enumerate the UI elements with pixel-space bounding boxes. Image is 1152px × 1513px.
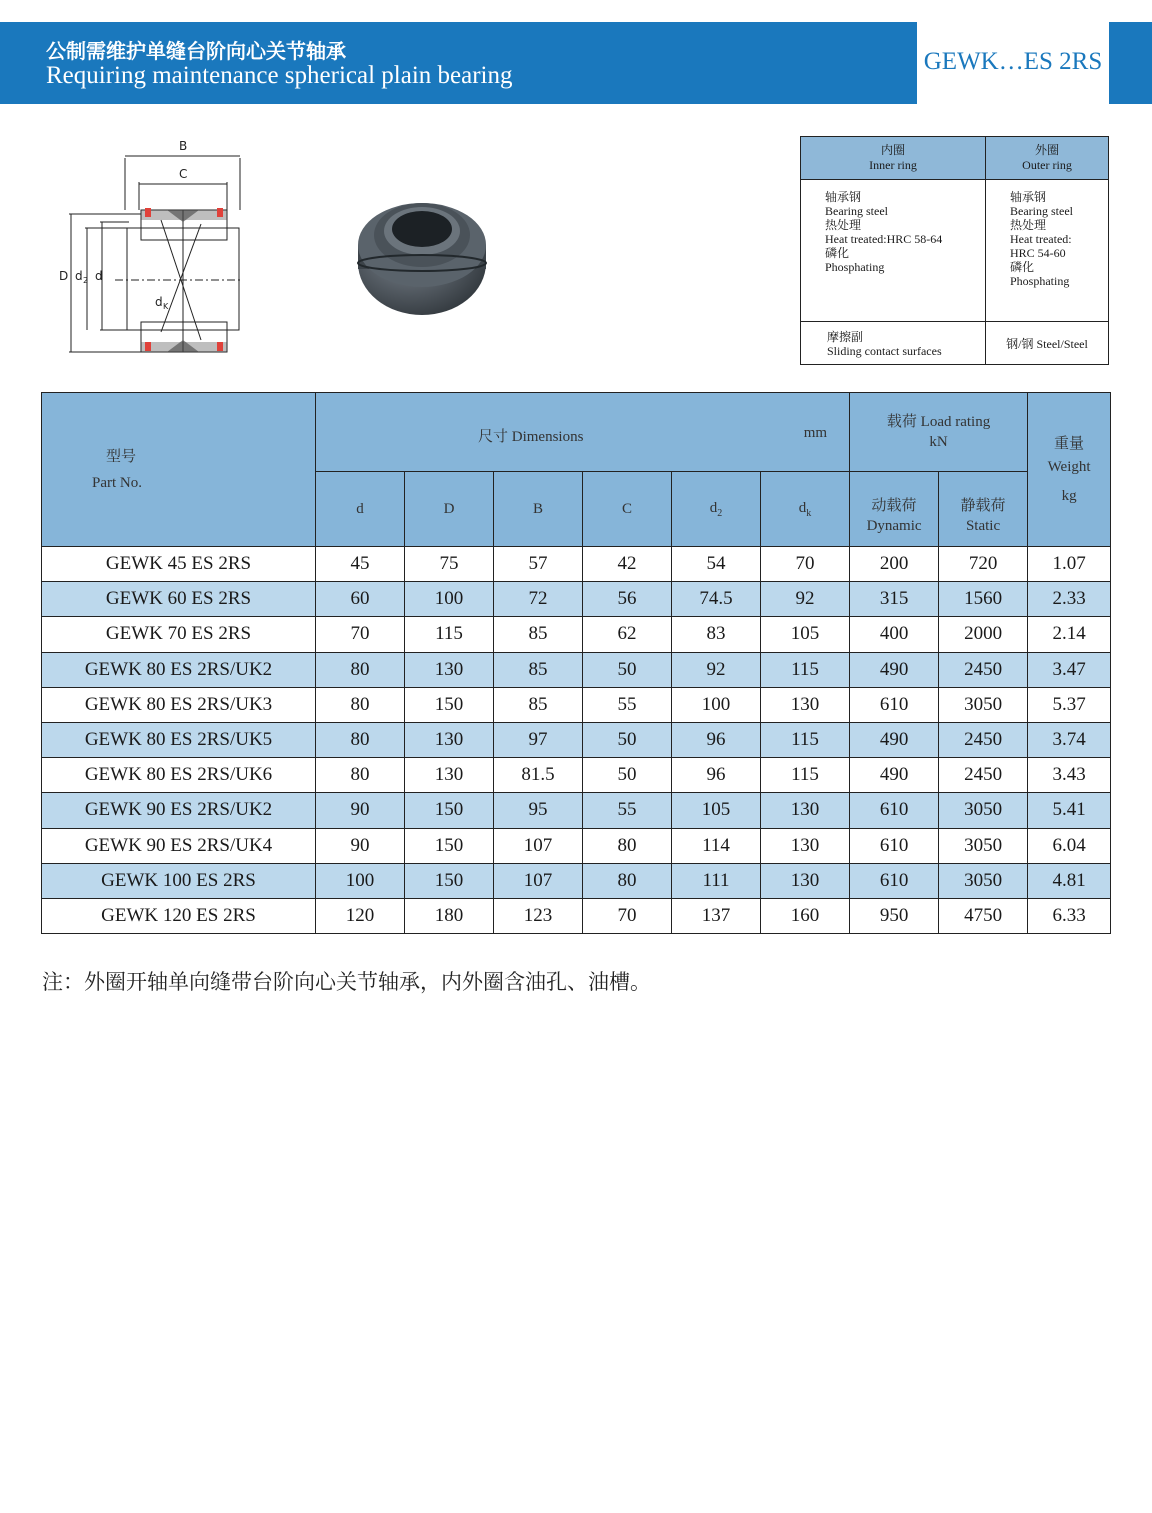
table-cell: 610 bbox=[850, 863, 939, 898]
table-cell: 115 bbox=[761, 652, 850, 687]
table-cell: 83 bbox=[672, 617, 761, 652]
spec-line: Phosphating bbox=[1010, 274, 1070, 288]
table-cell: 3050 bbox=[939, 687, 1028, 722]
table-cell: 1560 bbox=[939, 582, 1028, 617]
table-cell: 45 bbox=[316, 547, 405, 582]
table-cell: 55 bbox=[583, 793, 672, 828]
table-row bbox=[42, 898, 1111, 933]
sliding-surfaces-label bbox=[801, 322, 986, 365]
table-cell: 85 bbox=[494, 687, 583, 722]
table-row bbox=[42, 793, 1111, 828]
spec-line: 热处理 bbox=[1010, 218, 1047, 232]
table-cell: 115 bbox=[761, 722, 850, 757]
table-row bbox=[42, 722, 1111, 757]
table-cell: 2450 bbox=[939, 722, 1028, 757]
table-cell: 150 bbox=[405, 863, 494, 898]
table-cell: 3050 bbox=[939, 828, 1028, 863]
table-cell: 62 bbox=[583, 617, 672, 652]
table-cell: 80 bbox=[316, 722, 405, 757]
weight-en: Weight bbox=[1047, 458, 1091, 475]
outer-ring-zh: 外圈 bbox=[1034, 143, 1059, 157]
table-cell: 610 bbox=[850, 828, 939, 863]
table-cell: 80 bbox=[583, 828, 672, 863]
table-cell: 80 bbox=[316, 758, 405, 793]
materials-table bbox=[800, 136, 1109, 365]
spec-line: Phosphating bbox=[825, 260, 885, 274]
sliding-zh: 摩擦副 bbox=[827, 330, 864, 344]
col-d: d bbox=[316, 472, 405, 547]
dim-label-dk-sub: K bbox=[163, 302, 169, 311]
table-cell: 70 bbox=[583, 898, 672, 933]
dim-label-d2: d bbox=[75, 269, 83, 283]
col-dk-main: d bbox=[798, 499, 807, 516]
col-D: D bbox=[405, 472, 494, 547]
table-cell: 96 bbox=[672, 722, 761, 757]
table-cell: 105 bbox=[761, 617, 850, 652]
table-row bbox=[42, 547, 1111, 582]
dim-label-dk: d bbox=[155, 295, 163, 309]
table-row bbox=[42, 617, 1111, 652]
table-cell: 3.47 bbox=[1028, 652, 1111, 687]
table-cell: 85 bbox=[494, 617, 583, 652]
mm-unit: mm bbox=[803, 425, 828, 441]
table-cell: 130 bbox=[405, 652, 494, 687]
load-rating-header bbox=[850, 393, 1028, 472]
table-cell: 150 bbox=[405, 828, 494, 863]
table-cell: 105 bbox=[672, 793, 761, 828]
table-cell: 90 bbox=[316, 793, 405, 828]
table-cell: 950 bbox=[850, 898, 939, 933]
part-number-cell: GEWK 80 ES 2RS/UK3 bbox=[42, 687, 316, 722]
col-C: C bbox=[583, 472, 672, 547]
part-no-header bbox=[42, 393, 316, 547]
table-cell: 70 bbox=[316, 617, 405, 652]
table-row bbox=[42, 828, 1111, 863]
table-cell: 115 bbox=[405, 617, 494, 652]
part-number-cell: GEWK 45 ES 2RS bbox=[42, 547, 316, 582]
table-cell: 130 bbox=[761, 687, 850, 722]
part-number-cell: GEWK 100 ES 2RS bbox=[42, 863, 316, 898]
table-cell: 610 bbox=[850, 687, 939, 722]
part-number-cell: GEWK 90 ES 2RS/UK4 bbox=[42, 828, 316, 863]
table-cell: 3.74 bbox=[1028, 722, 1111, 757]
table-cell: 120 bbox=[316, 898, 405, 933]
spec-line: Heat treated: bbox=[1010, 232, 1072, 246]
kn-unit: kN bbox=[929, 434, 948, 450]
table-cell: 70 bbox=[761, 547, 850, 582]
table-cell: 4.81 bbox=[1028, 863, 1111, 898]
table-cell: 130 bbox=[761, 863, 850, 898]
spec-line: Bearing steel bbox=[1010, 204, 1073, 218]
weight-zh: 重量 bbox=[1054, 435, 1085, 452]
dynamic-zh: 动载荷 bbox=[871, 498, 917, 514]
table-cell: 74.5 bbox=[672, 582, 761, 617]
table-cell: 3050 bbox=[939, 793, 1028, 828]
col-d2 bbox=[672, 472, 761, 547]
table-cell: 107 bbox=[494, 863, 583, 898]
table-cell: 123 bbox=[494, 898, 583, 933]
spec-line: HRC 54-60 bbox=[1010, 246, 1066, 260]
table-cell: 55 bbox=[583, 687, 672, 722]
outer-ring-spec bbox=[986, 180, 1109, 322]
table-cell: 130 bbox=[761, 793, 850, 828]
table-cell: 2450 bbox=[939, 652, 1028, 687]
table-cell: 114 bbox=[672, 828, 761, 863]
title-en: Requiring maintenance spherical plain bearing bbox=[46, 62, 513, 89]
table-row bbox=[42, 582, 1111, 617]
table-cell: 490 bbox=[850, 758, 939, 793]
table-cell: 90 bbox=[316, 828, 405, 863]
dim-label-d2-sub: 2 bbox=[83, 276, 89, 285]
table-cell: 100 bbox=[405, 582, 494, 617]
part-number-cell: GEWK 120 ES 2RS bbox=[42, 898, 316, 933]
dimensions-label: 尺寸 Dimensions bbox=[478, 429, 584, 445]
spec-line: 磷化 bbox=[825, 246, 850, 260]
table-cell: 42 bbox=[583, 547, 672, 582]
table-cell: 75 bbox=[405, 547, 494, 582]
table-cell: 80 bbox=[316, 687, 405, 722]
col-B: B bbox=[494, 472, 583, 547]
spec-line: Bearing steel bbox=[825, 204, 888, 218]
table-cell: 100 bbox=[316, 863, 405, 898]
table-cell: 130 bbox=[405, 722, 494, 757]
part-number-cell: GEWK 80 ES 2RS/UK5 bbox=[42, 722, 316, 757]
table-cell: 50 bbox=[583, 652, 672, 687]
table-cell: 6.33 bbox=[1028, 898, 1111, 933]
dimensions-table bbox=[41, 392, 1111, 934]
table-row bbox=[42, 652, 1111, 687]
bearing-photo bbox=[352, 193, 492, 318]
table-cell: 6.04 bbox=[1028, 828, 1111, 863]
table-cell: 72 bbox=[494, 582, 583, 617]
table-cell: 400 bbox=[850, 617, 939, 652]
spec-line: 磷化 bbox=[1010, 260, 1035, 274]
part-number-cell: GEWK 70 ES 2RS bbox=[42, 617, 316, 652]
inner-ring-header bbox=[801, 137, 986, 180]
table-cell: 92 bbox=[761, 582, 850, 617]
table-cell: 4750 bbox=[939, 898, 1028, 933]
static-en: Static bbox=[965, 518, 1001, 534]
col-d2-sub: 2 bbox=[717, 507, 723, 519]
table-cell: 96 bbox=[672, 758, 761, 793]
static-zh: 静载荷 bbox=[960, 498, 1006, 514]
title-zh: 公制需维护单缝台阶向心关节轴承 bbox=[46, 39, 346, 63]
table-cell: 200 bbox=[850, 547, 939, 582]
table-cell: 315 bbox=[850, 582, 939, 617]
table-cell: 50 bbox=[583, 722, 672, 757]
table-row bbox=[42, 758, 1111, 793]
col-d2-main: d bbox=[709, 499, 718, 516]
table-cell: 57 bbox=[494, 547, 583, 582]
table-cell: 150 bbox=[405, 793, 494, 828]
bearing-section-drawing bbox=[55, 130, 255, 360]
table-cell: 85 bbox=[494, 652, 583, 687]
table-cell: 2.33 bbox=[1028, 582, 1111, 617]
col-dk bbox=[761, 472, 850, 547]
table-cell: 92 bbox=[672, 652, 761, 687]
table-cell: 95 bbox=[494, 793, 583, 828]
table-cell: 111 bbox=[672, 863, 761, 898]
part-number-cell: GEWK 80 ES 2RS/UK2 bbox=[42, 652, 316, 687]
sliding-en: Sliding contact surfaces bbox=[827, 344, 942, 358]
footnote: 注：外圈开轴单向缝带台阶向心关节轴承，内外圈含油孔、油槽。 bbox=[42, 970, 651, 994]
table-cell: 137 bbox=[672, 898, 761, 933]
table-cell: 97 bbox=[494, 722, 583, 757]
table-cell: 2000 bbox=[939, 617, 1028, 652]
table-cell: 180 bbox=[405, 898, 494, 933]
banner-end-block bbox=[1109, 22, 1152, 104]
table-cell: 3050 bbox=[939, 863, 1028, 898]
dim-label-B: B bbox=[179, 139, 188, 153]
table-cell: 3.43 bbox=[1028, 758, 1111, 793]
inner-ring-spec bbox=[801, 180, 986, 322]
dim-label-D: D bbox=[59, 269, 69, 283]
spec-line: 轴承钢 bbox=[825, 190, 862, 204]
table-cell: 80 bbox=[583, 863, 672, 898]
table-cell: 5.37 bbox=[1028, 687, 1111, 722]
sliding-surfaces-value: 钢/钢 Steel/Steel bbox=[986, 322, 1109, 365]
dim-label-d: d bbox=[95, 269, 103, 283]
inner-ring-zh: 内圈 bbox=[880, 143, 905, 157]
model-series: GEWK…ES 2RS bbox=[923, 48, 1103, 75]
table-cell: 50 bbox=[583, 758, 672, 793]
part-no-en: Part No. bbox=[92, 474, 142, 491]
kg-unit: kg bbox=[1061, 487, 1077, 504]
table-cell: 490 bbox=[850, 652, 939, 687]
col-dynamic bbox=[850, 472, 939, 547]
table-cell: 56 bbox=[583, 582, 672, 617]
part-number-cell: GEWK 80 ES 2RS/UK6 bbox=[42, 758, 316, 793]
inner-ring-en: Inner ring bbox=[869, 158, 917, 172]
table-cell: 54 bbox=[672, 547, 761, 582]
table-cell: 2.14 bbox=[1028, 617, 1111, 652]
table-cell: 130 bbox=[761, 828, 850, 863]
part-number-cell: GEWK 60 ES 2RS bbox=[42, 582, 316, 617]
table-cell: 160 bbox=[761, 898, 850, 933]
table-cell: 610 bbox=[850, 793, 939, 828]
table-cell: 100 bbox=[672, 687, 761, 722]
dim-label-C: C bbox=[179, 167, 188, 181]
table-cell: 5.41 bbox=[1028, 793, 1111, 828]
table-cell: 60 bbox=[316, 582, 405, 617]
title-banner bbox=[0, 22, 917, 104]
table-row bbox=[42, 687, 1111, 722]
spec-line: 热处理 bbox=[825, 218, 862, 232]
dimensions-header bbox=[316, 393, 850, 472]
table-cell: 115 bbox=[761, 758, 850, 793]
weight-header bbox=[1028, 393, 1111, 547]
table-cell: 107 bbox=[494, 828, 583, 863]
part-no-zh: 型号 bbox=[106, 448, 137, 465]
load-rating-label: 载荷 Load rating bbox=[886, 414, 991, 430]
table-cell: 81.5 bbox=[494, 758, 583, 793]
table-cell: 130 bbox=[405, 758, 494, 793]
table-cell: 2450 bbox=[939, 758, 1028, 793]
col-dk-sub: k bbox=[806, 507, 812, 519]
dynamic-en: Dynamic bbox=[866, 518, 922, 534]
table-cell: 80 bbox=[316, 652, 405, 687]
col-static bbox=[939, 472, 1028, 547]
table-cell: 490 bbox=[850, 722, 939, 757]
table-cell: 720 bbox=[939, 547, 1028, 582]
table-cell: 1.07 bbox=[1028, 547, 1111, 582]
table-row bbox=[42, 863, 1111, 898]
part-number-cell: GEWK 90 ES 2RS/UK2 bbox=[42, 793, 316, 828]
outer-ring-header bbox=[986, 137, 1109, 180]
spec-line: Heat treated:HRC 58-64 bbox=[825, 232, 943, 246]
outer-ring-en: Outer ring bbox=[1022, 158, 1072, 172]
spec-line: 轴承钢 bbox=[1010, 190, 1047, 204]
table-cell: 150 bbox=[405, 687, 494, 722]
